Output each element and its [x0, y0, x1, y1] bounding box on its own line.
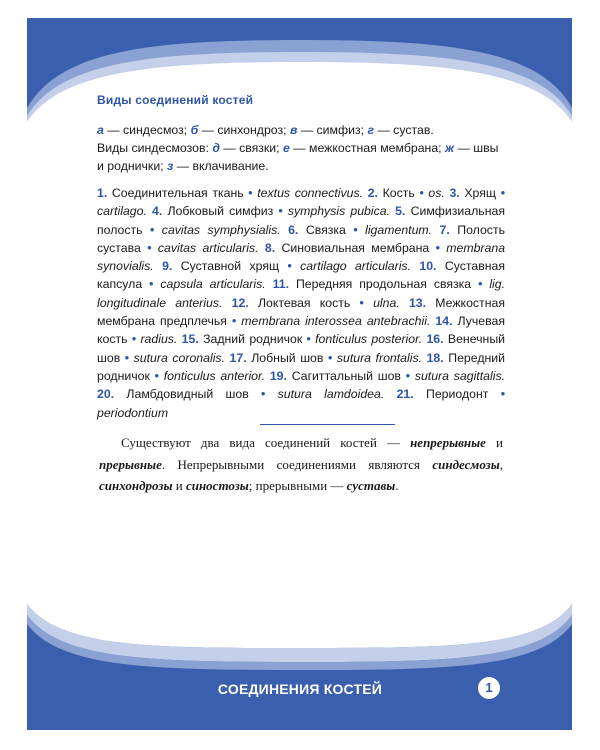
item-latin-name: sutura coronalis.: [133, 350, 225, 365]
item-latin-name: membrana synovialis.: [97, 240, 506, 274]
item-latin-name: membrana interossea antebrachii.: [241, 314, 431, 329]
item-number: 18.: [426, 350, 444, 365]
legend-key: д: [212, 141, 220, 155]
body-term: синхондрозы: [99, 478, 173, 493]
legend-text: — межкостная мембрана;: [289, 141, 446, 155]
bullet-separator: •: [147, 240, 152, 255]
item-number: 10.: [419, 259, 437, 274]
legend-key: е: [283, 141, 290, 155]
item-latin-name: periodontium: [97, 405, 169, 420]
content-area: [97, 93, 505, 422]
item-latin-name: os.: [428, 186, 445, 200]
item-russian-name: Лобный шов: [251, 350, 324, 365]
legend-line-2-prefix: Виды синдесмозов:: [97, 141, 213, 155]
bullet-separator: •: [278, 204, 283, 219]
bullet-separator: •: [500, 186, 505, 200]
bullet-separator: •: [353, 222, 358, 237]
item-russian-name: Хрящ: [464, 186, 497, 200]
item-russian-name: Периодонт: [425, 387, 489, 402]
item-latin-name: ligamentum.: [365, 222, 433, 237]
legend-item: [368, 186, 445, 200]
item-latin-name: cavitas articularis.: [157, 240, 259, 255]
legend-item: [162, 259, 411, 273]
bullet-separator: •: [435, 240, 440, 255]
bullet-separator: •: [478, 277, 483, 292]
bullet-separator: •: [150, 222, 155, 237]
item-russian-name: Передний родничок: [97, 350, 506, 383]
divider: [260, 424, 395, 425]
legend-item: [230, 351, 422, 365]
legend-item: [232, 296, 400, 310]
item-number: 17.: [229, 350, 247, 365]
item-russian-name: Соединительная ткань: [111, 186, 244, 200]
item-number: 8.: [264, 240, 276, 255]
bullet-separator: •: [287, 259, 292, 274]
body-text: ,: [499, 456, 503, 472]
item-latin-name: symphysis pubica.: [287, 204, 391, 219]
item-number: 6.: [288, 222, 299, 237]
body-term: суставы: [346, 478, 396, 493]
bullet-separator: •: [261, 387, 266, 402]
legend-key: б: [190, 123, 199, 137]
item-number: 12.: [231, 295, 249, 310]
item-latin-name: ulna.: [373, 295, 400, 310]
item-russian-name: Локтевая кость: [257, 295, 351, 310]
legend-key: г: [367, 123, 375, 137]
item-number: 5.: [395, 204, 406, 219]
item-number: 1.: [97, 186, 108, 200]
item-russian-name: Передняя продольная связка: [295, 277, 472, 292]
item-number: 15.: [181, 332, 199, 347]
item-russian-name: Венечный шов: [97, 332, 506, 365]
item-russian-name: Ламбдовидный шов: [126, 387, 249, 402]
legend-key: а: [97, 123, 104, 137]
legend-text: — синхондроз;: [198, 123, 290, 137]
item-number: 14.: [435, 314, 453, 329]
legend-text: — вклачивание.: [173, 159, 269, 173]
legend-item: [152, 204, 390, 218]
item-latin-name: cartilago articularis.: [300, 259, 412, 274]
legend-text: — синдесмоз;: [103, 123, 191, 137]
item-russian-name: Суставной хрящ: [180, 259, 280, 274]
bullet-separator: •: [359, 295, 364, 310]
item-russian-name: Синовиальная мембрана: [281, 240, 430, 255]
body-text: .: [395, 478, 399, 493]
item-russian-name: Лучевая кость: [97, 314, 506, 347]
bullet-separator: •: [124, 350, 130, 365]
bullet-separator: •: [405, 368, 411, 383]
item-number: 19.: [269, 368, 287, 383]
item-number: 7.: [439, 222, 450, 237]
legend-item: [97, 387, 384, 401]
page-number: 1: [478, 677, 500, 699]
item-latin-name: cartilago.: [97, 204, 147, 219]
item-latin-name: sutura sagittalis.: [414, 368, 506, 383]
item-number: 2.: [367, 186, 378, 200]
body-text: . Непрерывными соединениями являются: [161, 456, 433, 472]
item-latin-name: lig. longitudinale anterius.: [97, 277, 506, 310]
legend-line-1: [97, 123, 434, 137]
item-latin-name: fonticulus posterior.: [315, 332, 423, 347]
item-russian-name: Лобковый симфиз: [167, 204, 274, 219]
bullet-separator: •: [500, 387, 505, 402]
bullet-separator: •: [419, 186, 424, 200]
legend-text: — симфиз;: [297, 123, 368, 137]
item-latin-name: fonticulus anterior.: [163, 368, 266, 383]
legend-text: — связки;: [219, 141, 284, 155]
legend-item: [288, 223, 432, 237]
item-russian-name: Кость: [382, 186, 415, 200]
item-russian-name: Межкостная мембрана предплечья: [97, 295, 505, 329]
legend-item: [97, 186, 363, 200]
item-number: 9.: [162, 259, 173, 274]
bullet-separator: •: [154, 368, 159, 383]
item-russian-name: Полость сустава: [97, 222, 505, 255]
bullet-separator: •: [306, 332, 311, 347]
body-text: ; прерывными —: [248, 478, 347, 493]
chapter-title: СОЕДИНЕНИЯ КОСТЕЙ: [217, 681, 383, 697]
body-text: и: [485, 435, 503, 450]
legend-key: ж: [445, 141, 455, 155]
body-term: непрерывные: [410, 435, 486, 450]
item-number: 21.: [396, 387, 414, 402]
item-latin-name: textus connectivus.: [257, 186, 364, 200]
item-russian-name: Сагиттальный шов: [291, 368, 401, 383]
body-term: прерывные: [99, 456, 162, 472]
body-term: синдесмозы: [432, 456, 500, 472]
item-number: 16.: [426, 332, 444, 347]
legend: [97, 121, 505, 175]
item-number: 11.: [272, 277, 290, 292]
item-latin-name: capsula articularis.: [160, 277, 266, 292]
bullet-separator: •: [149, 277, 154, 292]
legend-key: в: [289, 123, 298, 137]
bullet-separator: •: [248, 186, 253, 200]
item-latin-name: sutura lamdoidea.: [277, 387, 385, 402]
section-title: Виды соединений костей: [97, 93, 254, 107]
bullet-separator: •: [231, 314, 237, 329]
item-latin-name: radius.: [140, 332, 178, 347]
item-number: 20.: [97, 387, 115, 402]
item-latin-name: sutura frontalis.: [336, 350, 423, 365]
item-latin-name: cavitas symphysialis.: [161, 222, 281, 237]
item-russian-name: Связка: [305, 222, 346, 237]
figure-legend-items: [97, 184, 505, 422]
body-text: и: [172, 478, 186, 493]
item-russian-name: Задний родничок: [203, 332, 303, 347]
legend-item: [182, 332, 423, 346]
bullet-separator: •: [327, 350, 333, 365]
bullet-separator: •: [131, 332, 137, 347]
body-term: синостозы: [185, 478, 249, 493]
legend-text: — сустав.: [374, 123, 434, 137]
item-number: 13.: [408, 295, 427, 310]
legend-key: з: [167, 159, 174, 173]
item-number: 4.: [152, 204, 163, 219]
body-text: Существуют два вида соединений костей —: [121, 435, 411, 450]
item-number: 3.: [449, 186, 460, 200]
item-russian-name: Суставная капсула: [97, 259, 506, 292]
body-paragraph: [99, 432, 503, 497]
item-russian-name: Симфизиальная полость: [97, 204, 505, 237]
legend-text: — швы и роднички;: [97, 141, 499, 173]
legend-item: [270, 369, 505, 383]
